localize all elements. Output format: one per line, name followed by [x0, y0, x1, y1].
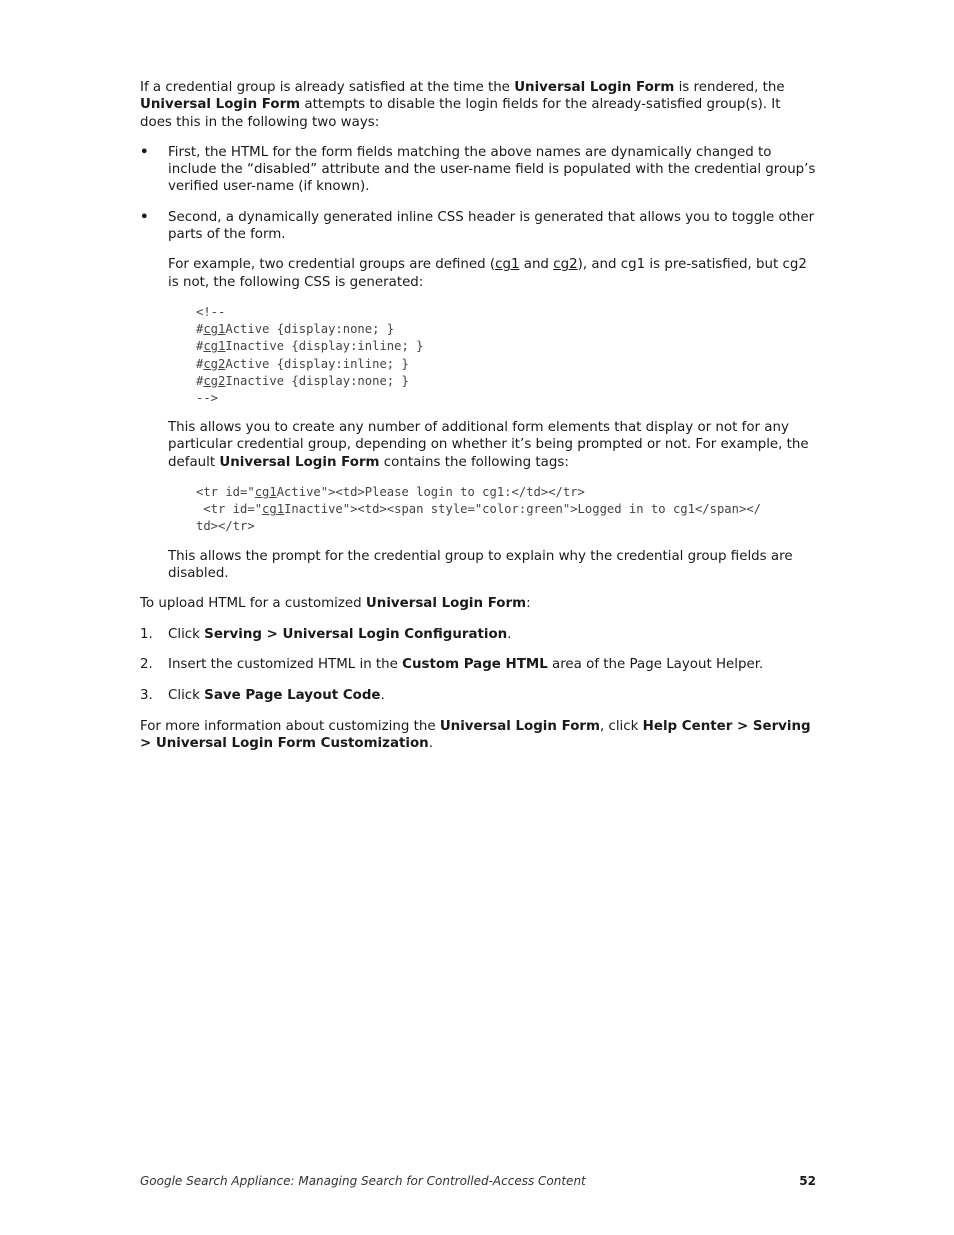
allows-paragraph [140, 419, 816, 471]
step-bold: Custom Page HTML [402, 657, 548, 673]
bullet-text: Second, a dynamically generated inline CSS header is generated that allows you to toggle other parts of the form. [168, 209, 815, 243]
page-footer [140, 1173, 816, 1190]
step-item [140, 626, 816, 643]
example-text: and [519, 257, 554, 273]
intro-text: is rendered, the [674, 80, 785, 95]
code-cg1-link[interactable]: cg1 [203, 322, 226, 337]
code-text: <tr id=" [196, 502, 263, 517]
code-cg1-link[interactable]: cg1 [262, 502, 285, 517]
prompt-paragraph: This allows the prompt for the credential group to explain why the credential group fields are disabled. [168, 548, 793, 581]
bullet-item [140, 144, 816, 196]
code-cg1-link[interactable]: cg1 [203, 339, 226, 354]
more-info-paragraph [140, 718, 816, 753]
intro-bold: Universal Login Form [514, 80, 675, 95]
code-line: Inactive {display:inline; } [225, 339, 424, 354]
intro-text: attempts to disable the login fields for the already-satisfied group(s). It does this in the following two ways: [140, 97, 781, 130]
page-number: 52 [799, 1174, 816, 1188]
code-line: <!-- [196, 304, 226, 319]
upload-text: To upload HTML for a customized [140, 596, 366, 612]
code-text: # [196, 356, 204, 371]
more-bold: Universal Login Form [439, 718, 600, 734]
allows-text: contains the following tags: [379, 454, 569, 470]
footer-title: Google Search Appliance: Managing Search for Controlled-Access Content [140, 1174, 586, 1188]
upload-text: : [526, 596, 531, 612]
cg2-link[interactable]: cg2 [553, 257, 578, 273]
bullet-marker: • [140, 144, 149, 160]
code-line: Inactive {display:none; } [225, 373, 409, 388]
upload-bold: Universal Login Form [365, 596, 527, 612]
step-text: . [380, 688, 385, 704]
code-text: <tr id=" [196, 485, 255, 500]
intro-bold: Universal Login Form [140, 97, 301, 113]
bullet-marker: • [140, 209, 149, 225]
more-text: . [428, 736, 433, 752]
step-number: 3. [140, 688, 153, 704]
example-text: For example, two credential groups are defined ( [168, 257, 496, 273]
code-line: --> [196, 390, 219, 405]
step-bold: Serving > Universal Login Configuration [204, 626, 508, 642]
step-text: Click [168, 626, 205, 642]
step-number: 2. [140, 657, 153, 673]
example-paragraph [140, 256, 816, 291]
css-code-block [196, 304, 816, 407]
cg1-link[interactable]: cg1 [495, 257, 520, 273]
step-bold: Save Page Layout Code [204, 688, 381, 704]
step-text: area of the Page Layout Helper. [547, 657, 764, 673]
step-item [140, 656, 816, 673]
bullet-text: First, the HTML for the form fields matching the above names are dynamically changed to include the “disabled” attribute and the user-name field is populated with the credential group’s verified user-name (if known). [168, 144, 816, 195]
code-text: # [196, 322, 204, 337]
allows-bold: Universal Login Form [219, 454, 380, 470]
code-line: td></tr> [196, 519, 255, 534]
intro-paragraph [140, 79, 816, 131]
allows-text: This allows you to create any number of additional form elements that display or not for any particular credential group, depending on whether it’s being prompted or not. For example, the default [168, 420, 809, 470]
code-line: Active"><td>Please login to cg1:</td></tr> [276, 485, 585, 500]
more-text: For more information about customizing the [140, 718, 440, 734]
more-text: , click [599, 718, 643, 734]
example-text: ), and cg1 is pre-satisfied, but cg2 is not, the following CSS is generated: [168, 257, 807, 290]
bullet-item [140, 209, 816, 244]
intro-text: If a credential group is already satisfied at the time the [140, 80, 515, 95]
code-cg2-link[interactable]: cg2 [203, 373, 226, 388]
step-text: Insert the customized HTML in the [168, 657, 403, 673]
code-cg1-link[interactable]: cg1 [254, 485, 277, 500]
more-bold: Help Center > Serving > Universal Login Form Customization [140, 718, 811, 752]
step-text: Click [168, 688, 205, 704]
code-line: Active {display:inline; } [225, 356, 409, 371]
code-text: # [196, 373, 204, 388]
tags-code-block [196, 484, 816, 536]
step-item [140, 687, 816, 704]
code-line: Inactive"><td><span style="color:green">Logged in to cg1</span></ [284, 502, 761, 517]
step-text: . [507, 626, 512, 642]
code-line: Active {display:none; } [225, 322, 395, 337]
upload-paragraph [140, 595, 816, 612]
page-content [140, 79, 816, 753]
step-number: 1. [140, 626, 153, 642]
code-text: # [196, 339, 204, 354]
code-cg2-link[interactable]: cg2 [203, 356, 226, 371]
